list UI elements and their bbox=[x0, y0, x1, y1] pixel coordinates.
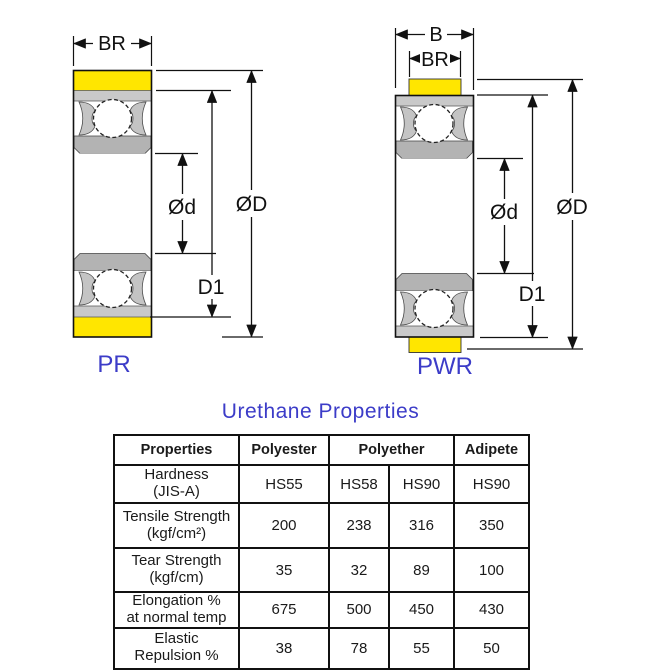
pwr-tire-top bbox=[409, 79, 461, 96]
pwr-inner-ring-top bbox=[396, 141, 473, 159]
pwr-label-bore: Ød bbox=[489, 201, 519, 224]
table-header-row bbox=[114, 435, 529, 465]
pwr-inner-ring-bottom bbox=[396, 274, 473, 292]
cell-value: 675 bbox=[239, 592, 329, 628]
pr-dim-bore bbox=[155, 154, 216, 254]
cell-value: HS55 bbox=[239, 465, 329, 503]
pwr-dim-bore bbox=[477, 159, 534, 274]
pwr-bore bbox=[396, 159, 473, 274]
cell-value: 500 bbox=[329, 592, 389, 628]
pr-name-label: PR bbox=[97, 351, 131, 378]
cell-value: HS90 bbox=[454, 465, 529, 503]
pr-label-bore: Ød bbox=[167, 196, 197, 219]
pwr-diagram bbox=[396, 24, 595, 380]
pwr-label-d1: D1 bbox=[518, 283, 546, 306]
pwr-dim-br bbox=[410, 49, 461, 77]
col-header-adipete: Adipete bbox=[454, 435, 529, 465]
cell-value: 100 bbox=[454, 548, 529, 592]
row-label: Tear Strength (kgf/cm) bbox=[114, 548, 239, 592]
col-header-polyether: Polyether bbox=[329, 435, 454, 465]
cell-value: 350 bbox=[454, 503, 529, 548]
pr-ball-top bbox=[79, 100, 146, 138]
pr-tire-top bbox=[74, 71, 151, 91]
col-header-polyester: Polyester bbox=[239, 435, 329, 465]
row-label: Elongation % at normal temp bbox=[114, 592, 239, 628]
pwr-label-od: ØD bbox=[556, 196, 588, 219]
pwr-label-br: BR bbox=[421, 49, 449, 71]
cell-value: 32 bbox=[329, 548, 389, 592]
pwr-outer-ring-top bbox=[396, 96, 473, 107]
pwr-label-b: B bbox=[429, 24, 443, 46]
cell-value: 78 bbox=[329, 628, 389, 669]
table-row bbox=[114, 628, 529, 669]
pr-bore bbox=[74, 154, 151, 254]
cell-value: 450 bbox=[389, 592, 454, 628]
table-row bbox=[114, 503, 529, 548]
table-row bbox=[114, 465, 529, 503]
row-label: Tensile Strength (kgf/cm²) bbox=[114, 503, 239, 548]
table-title: Urethane Properties bbox=[221, 400, 420, 423]
pr-tire-bottom bbox=[74, 317, 151, 337]
col-header-properties: Properties bbox=[114, 435, 239, 465]
pr-ball-bottom bbox=[79, 270, 146, 308]
table-row bbox=[114, 592, 529, 628]
cell-value: 238 bbox=[329, 503, 389, 548]
row-label: Hardness (JIS-A) bbox=[114, 465, 239, 503]
table-row bbox=[114, 548, 529, 592]
pr-dim-br bbox=[74, 33, 152, 66]
row-label: Elastic Repulsion % bbox=[114, 628, 239, 669]
pr-diagram bbox=[74, 33, 273, 378]
pr-inner-ring-bottom bbox=[74, 254, 151, 272]
cell-value: HS90 bbox=[389, 465, 454, 503]
pr-label-d1: D1 bbox=[197, 276, 225, 299]
pwr-ball-top bbox=[401, 105, 468, 143]
cell-value: HS58 bbox=[329, 465, 389, 503]
cell-value: 38 bbox=[239, 628, 329, 669]
pr-label-od: ØD bbox=[235, 193, 268, 216]
properties-table bbox=[113, 434, 530, 670]
cell-value: 55 bbox=[389, 628, 454, 669]
pr-outer-ring-top bbox=[74, 91, 151, 102]
pr-label-br: BR bbox=[98, 33, 126, 55]
pwr-tire-bottom bbox=[409, 337, 461, 353]
cell-value: 35 bbox=[239, 548, 329, 592]
cell-value: 50 bbox=[454, 628, 529, 669]
cell-value: 430 bbox=[454, 592, 529, 628]
pr-inner-ring-top bbox=[74, 136, 151, 154]
cell-value: 316 bbox=[389, 503, 454, 548]
pwr-name-label: PWR bbox=[417, 353, 473, 380]
cell-value: 200 bbox=[239, 503, 329, 548]
cell-value: 89 bbox=[389, 548, 454, 592]
pwr-ball-bottom bbox=[401, 290, 468, 328]
